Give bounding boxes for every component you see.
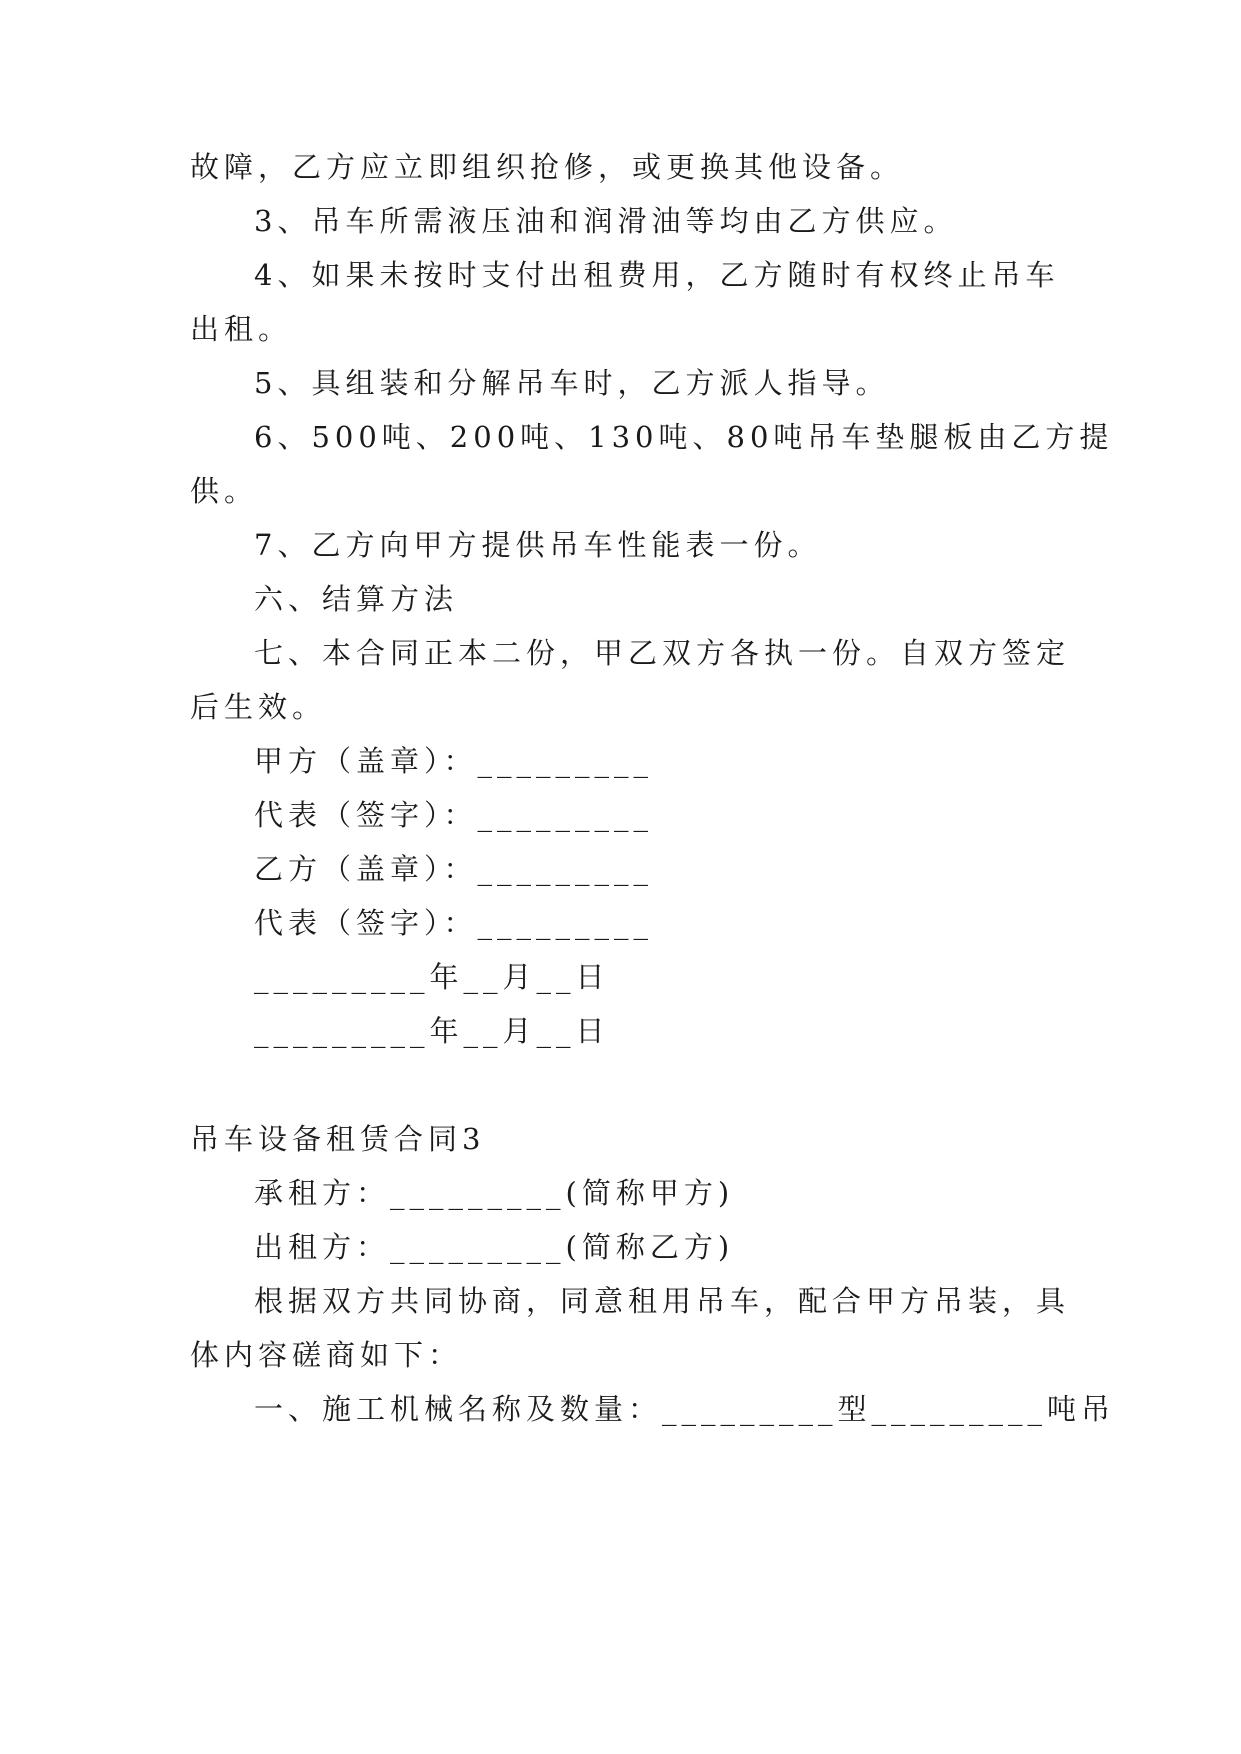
text-line: 出租。 [190,312,293,346]
text-line: 一、施工机械名称及数量：_________型_________吨吊 [254,1392,1116,1426]
section-heading: 六、结算方法 [254,582,459,616]
text-line: 故障，乙方应立即组织抢修，或更换其他设备。 [190,150,905,184]
date-line: _________年__月__日 [254,1014,610,1048]
text-line: 根据双方共同协商，同意租用吊车，配合甲方吊装，具 [254,1284,1071,1318]
text-line: 6、500吨、200吨、130吨、80吨吊车垫腿板由乙方提 [254,420,1114,454]
signature-line-party-b: 乙方（盖章）：_________ [254,852,654,886]
lessee-line: 承租方：_________(简称甲方) [254,1176,735,1210]
contract-title: 吊车设备租赁合同3 [190,1122,486,1156]
text-line: 七、本合同正本二份，甲乙双方各执一份。自双方签定 [254,636,1071,670]
text-line: 供。 [190,474,259,508]
text-line: 后生效。 [190,690,327,724]
text-line: 4、如果未按时支付出租费用，乙方随时有权终止吊车 [254,258,1060,292]
signature-line-representative: 代表（签字）：_________ [254,906,654,940]
text-line: 5、具组装和分解吊车时，乙方派人指导。 [254,366,890,400]
text-line: 体内容磋商如下： [190,1338,463,1372]
lessor-line: 出租方：_________(简称乙方) [254,1230,735,1264]
date-line: _________年__月__日 [254,960,610,994]
signature-line-representative: 代表（签字）：_________ [254,798,654,832]
text-line: 3、吊车所需液压油和润滑油等均由乙方供应。 [254,204,958,238]
signature-line-party-a: 甲方（盖章）：_________ [254,744,654,778]
text-line: 7、乙方向甲方提供吊车性能表一份。 [254,528,822,562]
